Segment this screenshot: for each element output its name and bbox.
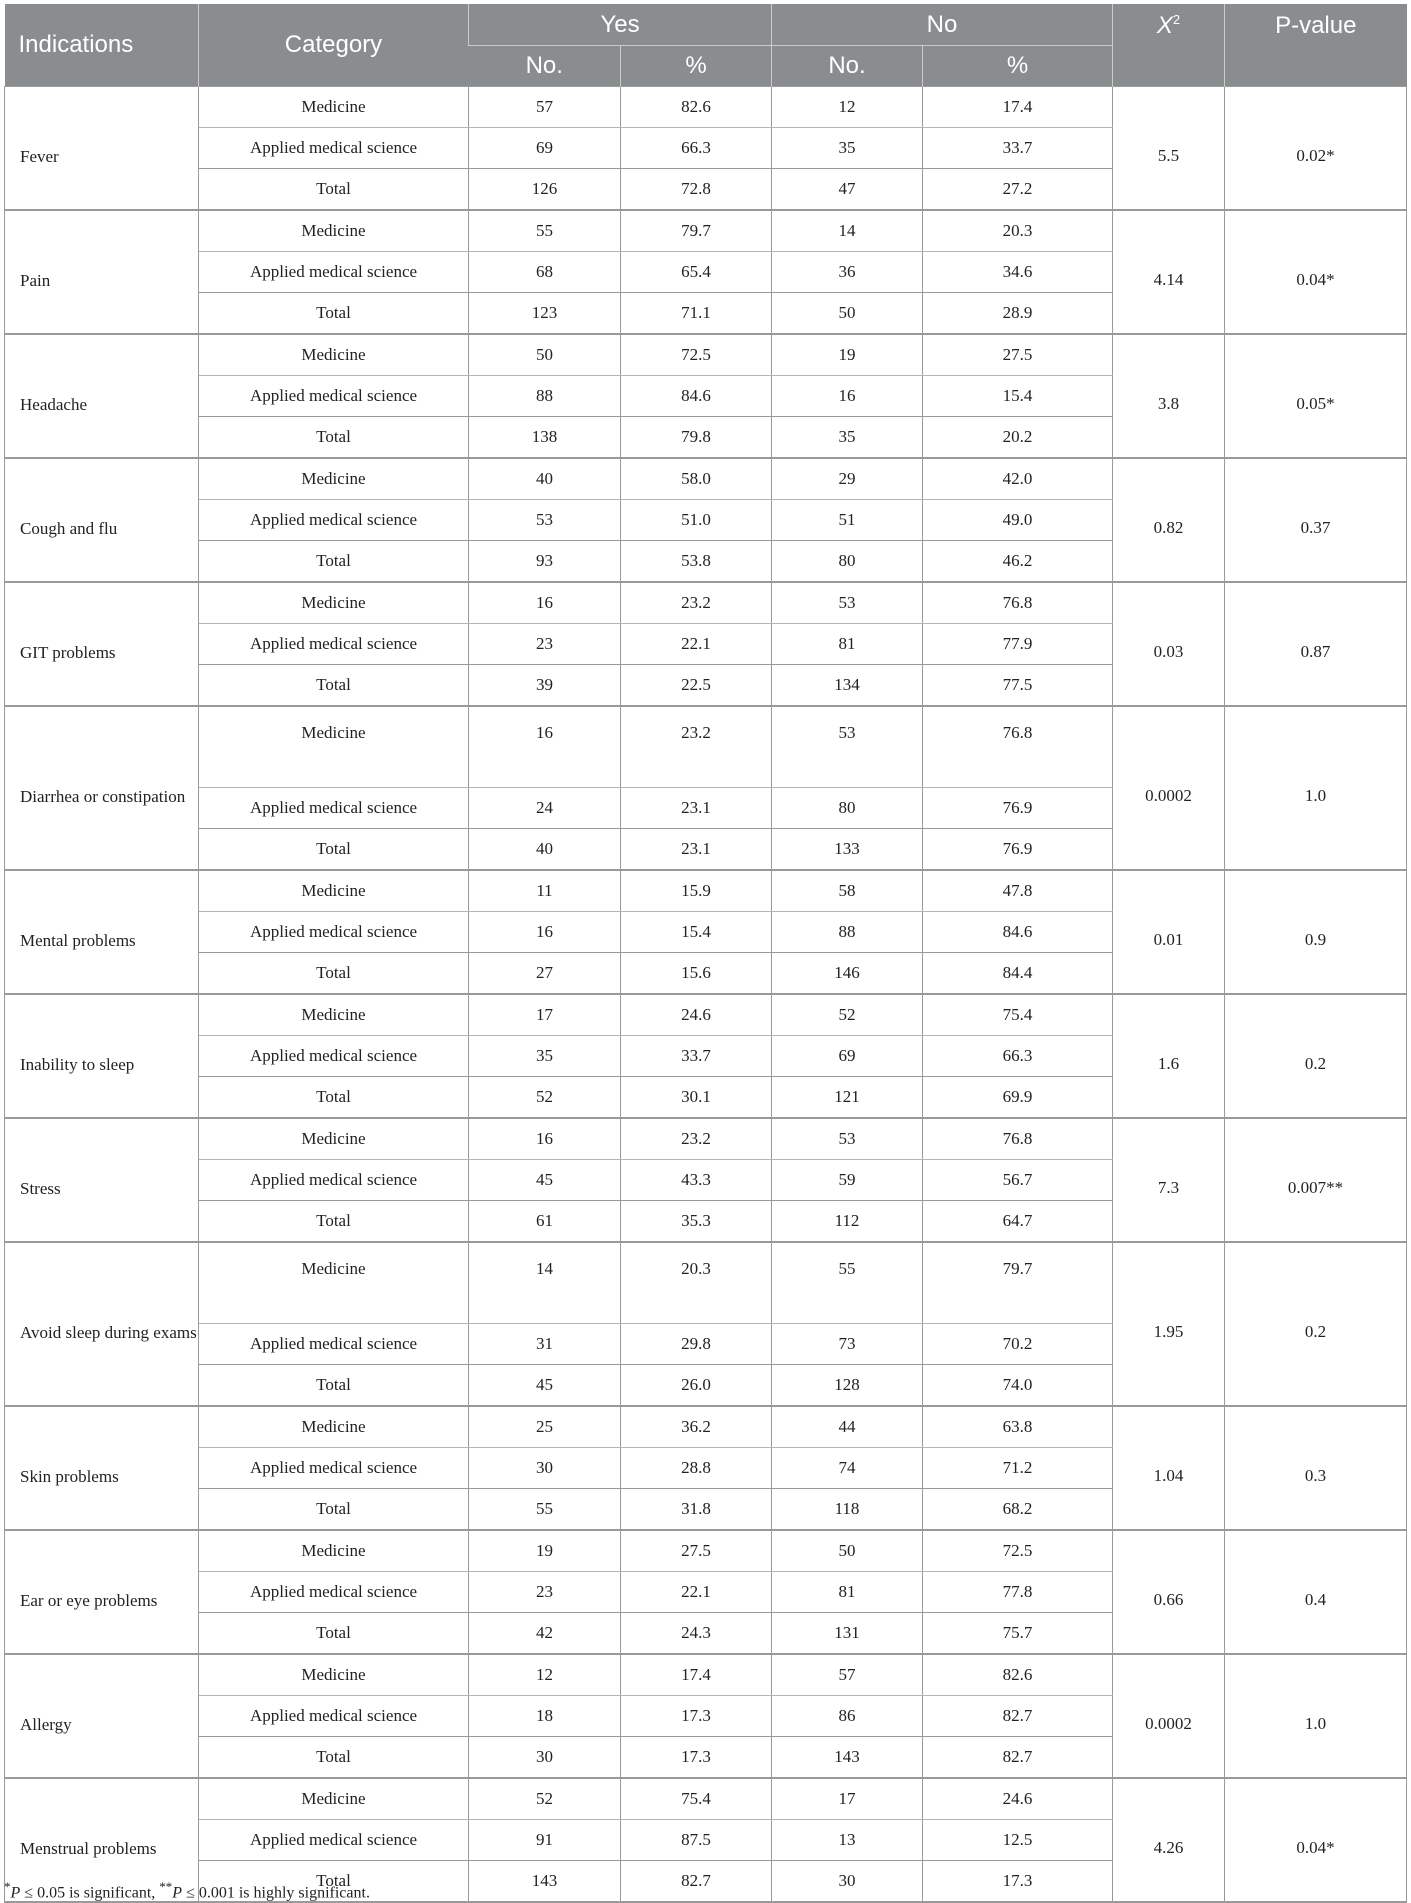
yes-pct-cell: 23.2 xyxy=(621,582,772,624)
category-cell: Applied medical science xyxy=(199,1036,469,1077)
footnote-star-2: ** xyxy=(159,1879,173,1894)
category-cell: Applied medical science xyxy=(199,1572,469,1613)
no-pct-cell: 42.0 xyxy=(923,458,1113,500)
yes-pct-cell: 22.5 xyxy=(621,665,772,707)
no-no-cell: 19 xyxy=(772,334,923,376)
chi-square-cell: 1.04 xyxy=(1113,1406,1225,1530)
category-cell: Medicine xyxy=(199,87,469,128)
no-no-cell: 81 xyxy=(772,624,923,665)
category-cell: Medicine xyxy=(199,1654,469,1696)
chi-square-cell: 0.66 xyxy=(1113,1530,1225,1654)
indication-cell: Stress xyxy=(5,1118,199,1242)
category-cell: Medicine xyxy=(199,1242,469,1324)
table-row xyxy=(5,458,1407,500)
no-no-cell: 143 xyxy=(772,1737,923,1779)
indication-cell: Pain xyxy=(5,210,199,334)
yes-no-cell: 18 xyxy=(469,1696,621,1737)
yes-no-cell: 24 xyxy=(469,788,621,829)
no-pct-cell: 76.9 xyxy=(923,788,1113,829)
no-no-cell: 59 xyxy=(772,1160,923,1201)
table-row xyxy=(5,1118,1407,1160)
yes-pct-cell: 75.4 xyxy=(621,1778,772,1820)
no-pct-cell: 77.9 xyxy=(923,624,1113,665)
footnote-p-2: P xyxy=(172,1884,183,1902)
yes-no-cell: 39 xyxy=(469,665,621,707)
category-cell: Medicine xyxy=(199,334,469,376)
no-pct-cell: 75.4 xyxy=(923,994,1113,1036)
yes-no-cell: 40 xyxy=(469,458,621,500)
no-no-cell: 80 xyxy=(772,541,923,583)
pvalue-cell: 0.02* xyxy=(1225,87,1407,211)
indications-table xyxy=(4,4,1407,1903)
indication-cell: Diarrhea or constipation xyxy=(5,706,199,870)
table-row xyxy=(5,582,1407,624)
no-pct-cell: 82.6 xyxy=(923,1654,1113,1696)
indication-cell: Headache xyxy=(5,334,199,458)
table-row xyxy=(5,1242,1407,1324)
chi-square-cell: 5.5 xyxy=(1113,87,1225,211)
yes-no-cell: 40 xyxy=(469,829,621,871)
category-cell: Applied medical science xyxy=(199,1324,469,1365)
header-yes: Yes xyxy=(469,4,772,46)
no-pct-cell: 15.4 xyxy=(923,376,1113,417)
yes-no-cell: 143 xyxy=(469,1861,621,1903)
yes-no-cell: 31 xyxy=(469,1324,621,1365)
no-pct-cell: 24.6 xyxy=(923,1778,1113,1820)
yes-no-cell: 68 xyxy=(469,252,621,293)
no-pct-cell: 17.4 xyxy=(923,87,1113,128)
chi-square-cell: 1.6 xyxy=(1113,994,1225,1118)
table-row xyxy=(5,1406,1407,1448)
no-no-cell: 131 xyxy=(772,1613,923,1655)
pvalue-cell: 0.2 xyxy=(1225,994,1407,1118)
no-pct-cell: 71.2 xyxy=(923,1448,1113,1489)
indication-cell: Mental problems xyxy=(5,870,199,994)
chi-square-cell: 0.82 xyxy=(1113,458,1225,582)
yes-no-cell: 123 xyxy=(469,293,621,335)
no-no-cell: 12 xyxy=(772,87,923,128)
yes-no-cell: 57 xyxy=(469,87,621,128)
yes-no-cell: 42 xyxy=(469,1613,621,1655)
yes-no-cell: 91 xyxy=(469,1820,621,1861)
yes-pct-cell: 28.8 xyxy=(621,1448,772,1489)
category-cell: Medicine xyxy=(199,1778,469,1820)
no-pct-cell: 20.2 xyxy=(923,417,1113,459)
no-no-cell: 86 xyxy=(772,1696,923,1737)
yes-no-cell: 30 xyxy=(469,1737,621,1779)
pvalue-cell: 0.05* xyxy=(1225,334,1407,458)
yes-pct-cell: 82.6 xyxy=(621,87,772,128)
category-cell: Total xyxy=(199,417,469,459)
indication-cell: Ear or eye problems xyxy=(5,1530,199,1654)
yes-no-cell: 11 xyxy=(469,870,621,912)
no-pct-cell: 69.9 xyxy=(923,1077,1113,1119)
yes-pct-cell: 33.7 xyxy=(621,1036,772,1077)
no-no-cell: 52 xyxy=(772,994,923,1036)
no-no-cell: 81 xyxy=(772,1572,923,1613)
header-no-count: No. xyxy=(772,46,923,87)
no-no-cell: 51 xyxy=(772,500,923,541)
no-pct-cell: 77.8 xyxy=(923,1572,1113,1613)
yes-no-cell: 23 xyxy=(469,624,621,665)
chi-square-cell: 4.26 xyxy=(1113,1778,1225,1902)
category-cell: Applied medical science xyxy=(199,252,469,293)
no-no-cell: 128 xyxy=(772,1365,923,1407)
category-cell: Medicine xyxy=(199,582,469,624)
no-no-cell: 53 xyxy=(772,582,923,624)
no-no-cell: 69 xyxy=(772,1036,923,1077)
chi-superscript: 2 xyxy=(1172,12,1181,27)
header-yes-percent: % xyxy=(621,46,772,87)
yes-pct-cell: 79.8 xyxy=(621,417,772,459)
category-cell: Total xyxy=(199,1201,469,1243)
yes-no-cell: 53 xyxy=(469,500,621,541)
no-no-cell: 17 xyxy=(772,1778,923,1820)
table-row xyxy=(5,994,1407,1036)
category-cell: Total xyxy=(199,665,469,707)
no-pct-cell: 76.8 xyxy=(923,706,1113,788)
pvalue-cell: 0.4 xyxy=(1225,1530,1407,1654)
footnote-text-1: ≤ 0.05 is significant, xyxy=(20,1884,160,1902)
pvalue-cell: 0.04* xyxy=(1225,210,1407,334)
yes-no-cell: 16 xyxy=(469,912,621,953)
no-pct-cell: 72.5 xyxy=(923,1530,1113,1572)
category-cell: Applied medical science xyxy=(199,500,469,541)
no-pct-cell: 17.3 xyxy=(923,1861,1113,1903)
footnote xyxy=(4,1879,370,1902)
no-no-cell: 73 xyxy=(772,1324,923,1365)
category-cell: Applied medical science xyxy=(199,128,469,169)
yes-no-cell: 23 xyxy=(469,1572,621,1613)
no-no-cell: 133 xyxy=(772,829,923,871)
chi-square-cell: 1.95 xyxy=(1113,1242,1225,1406)
yes-pct-cell: 43.3 xyxy=(621,1160,772,1201)
no-pct-cell: 70.2 xyxy=(923,1324,1113,1365)
pvalue-cell: 0.9 xyxy=(1225,870,1407,994)
no-pct-cell: 28.9 xyxy=(923,293,1113,335)
no-pct-cell: 20.3 xyxy=(923,210,1113,252)
no-pct-cell: 74.0 xyxy=(923,1365,1113,1407)
no-pct-cell: 76.8 xyxy=(923,582,1113,624)
yes-pct-cell: 23.1 xyxy=(621,788,772,829)
no-pct-cell: 46.2 xyxy=(923,541,1113,583)
yes-pct-cell: 71.1 xyxy=(621,293,772,335)
no-no-cell: 30 xyxy=(772,1861,923,1903)
table-row xyxy=(5,1654,1407,1696)
category-cell: Total xyxy=(199,1489,469,1531)
yes-no-cell: 52 xyxy=(469,1077,621,1119)
category-cell: Applied medical science xyxy=(199,788,469,829)
header-category: Category xyxy=(199,4,469,87)
category-cell: Total xyxy=(199,293,469,335)
no-pct-cell: 34.6 xyxy=(923,252,1113,293)
yes-pct-cell: 84.6 xyxy=(621,376,772,417)
no-no-cell: 36 xyxy=(772,252,923,293)
no-no-cell: 44 xyxy=(772,1406,923,1448)
no-pct-cell: 33.7 xyxy=(923,128,1113,169)
no-pct-cell: 82.7 xyxy=(923,1737,1113,1779)
category-cell: Medicine xyxy=(199,1530,469,1572)
no-pct-cell: 63.8 xyxy=(923,1406,1113,1448)
header-yes-count: No. xyxy=(469,46,621,87)
no-no-cell: 47 xyxy=(772,169,923,211)
header-chi-square xyxy=(1113,4,1225,87)
no-no-cell: 121 xyxy=(772,1077,923,1119)
pvalue-cell: 0.37 xyxy=(1225,458,1407,582)
yes-no-cell: 88 xyxy=(469,376,621,417)
no-pct-cell: 77.5 xyxy=(923,665,1113,707)
category-cell: Applied medical science xyxy=(199,1448,469,1489)
footnote-text-2: ≤ 0.001 is highly significant. xyxy=(182,1884,370,1902)
yes-no-cell: 69 xyxy=(469,128,621,169)
yes-pct-cell: 17.3 xyxy=(621,1737,772,1779)
yes-no-cell: 55 xyxy=(469,1489,621,1531)
category-cell: Medicine xyxy=(199,458,469,500)
yes-pct-cell: 17.3 xyxy=(621,1696,772,1737)
table-row xyxy=(5,210,1407,252)
chi-square-cell: 0.01 xyxy=(1113,870,1225,994)
no-pct-cell: 75.7 xyxy=(923,1613,1113,1655)
yes-no-cell: 50 xyxy=(469,334,621,376)
category-cell: Medicine xyxy=(199,870,469,912)
category-cell: Total xyxy=(199,1077,469,1119)
yes-no-cell: 52 xyxy=(469,1778,621,1820)
yes-pct-cell: 79.7 xyxy=(621,210,772,252)
yes-pct-cell: 30.1 xyxy=(621,1077,772,1119)
no-pct-cell: 84.4 xyxy=(923,953,1113,995)
chi-square-cell: 4.14 xyxy=(1113,210,1225,334)
no-pct-cell: 68.2 xyxy=(923,1489,1113,1531)
category-cell: Medicine xyxy=(199,1406,469,1448)
category-cell: Medicine xyxy=(199,994,469,1036)
no-pct-cell: 27.5 xyxy=(923,334,1113,376)
yes-pct-cell: 23.2 xyxy=(621,706,772,788)
yes-pct-cell: 17.4 xyxy=(621,1654,772,1696)
no-no-cell: 55 xyxy=(772,1242,923,1324)
yes-no-cell: 45 xyxy=(469,1160,621,1201)
chi-square-cell: 0.03 xyxy=(1113,582,1225,706)
no-no-cell: 57 xyxy=(772,1654,923,1696)
no-pct-cell: 56.7 xyxy=(923,1160,1113,1201)
indication-cell: Avoid sleep during exams xyxy=(5,1242,199,1406)
table-row xyxy=(5,870,1407,912)
yes-no-cell: 16 xyxy=(469,1118,621,1160)
table-row xyxy=(5,1530,1407,1572)
table-row xyxy=(5,1778,1407,1820)
yes-no-cell: 61 xyxy=(469,1201,621,1243)
no-no-cell: 118 xyxy=(772,1489,923,1531)
yes-no-cell: 30 xyxy=(469,1448,621,1489)
yes-no-cell: 12 xyxy=(469,1654,621,1696)
indication-cell: Skin problems xyxy=(5,1406,199,1530)
no-pct-cell: 47.8 xyxy=(923,870,1113,912)
yes-pct-cell: 36.2 xyxy=(621,1406,772,1448)
no-pct-cell: 27.2 xyxy=(923,169,1113,211)
no-pct-cell: 84.6 xyxy=(923,912,1113,953)
no-pct-cell: 82.7 xyxy=(923,1696,1113,1737)
yes-pct-cell: 31.8 xyxy=(621,1489,772,1531)
yes-pct-cell: 15.6 xyxy=(621,953,772,995)
no-pct-cell: 76.8 xyxy=(923,1118,1113,1160)
category-cell: Applied medical science xyxy=(199,1160,469,1201)
yes-pct-cell: 82.7 xyxy=(621,1861,772,1903)
no-no-cell: 88 xyxy=(772,912,923,953)
yes-pct-cell: 51.0 xyxy=(621,500,772,541)
category-cell: Medicine xyxy=(199,706,469,788)
category-cell: Medicine xyxy=(199,210,469,252)
yes-no-cell: 14 xyxy=(469,1242,621,1324)
yes-pct-cell: 22.1 xyxy=(621,1572,772,1613)
no-pct-cell: 79.7 xyxy=(923,1242,1113,1324)
yes-pct-cell: 23.2 xyxy=(621,1118,772,1160)
header-pvalue: P-value xyxy=(1225,4,1407,87)
yes-pct-cell: 58.0 xyxy=(621,458,772,500)
category-cell: Total xyxy=(199,829,469,871)
yes-no-cell: 55 xyxy=(469,210,621,252)
indication-cell: Allergy xyxy=(5,1654,199,1778)
yes-no-cell: 19 xyxy=(469,1530,621,1572)
yes-pct-cell: 87.5 xyxy=(621,1820,772,1861)
header-no: No xyxy=(772,4,1113,46)
no-no-cell: 16 xyxy=(772,376,923,417)
no-no-cell: 112 xyxy=(772,1201,923,1243)
category-cell: Total xyxy=(199,1365,469,1407)
no-no-cell: 53 xyxy=(772,1118,923,1160)
yes-pct-cell: 15.4 xyxy=(621,912,772,953)
table-row xyxy=(5,87,1407,128)
indication-cell: Inability to sleep xyxy=(5,994,199,1118)
pvalue-cell: 1.0 xyxy=(1225,706,1407,870)
chi-symbol: X xyxy=(1156,12,1173,39)
chi-square-cell: 3.8 xyxy=(1113,334,1225,458)
pvalue-cell: 0.007** xyxy=(1225,1118,1407,1242)
yes-pct-cell: 72.8 xyxy=(621,169,772,211)
indication-cell: Cough and flu xyxy=(5,458,199,582)
yes-pct-cell: 72.5 xyxy=(621,334,772,376)
yes-pct-cell: 24.3 xyxy=(621,1613,772,1655)
category-cell: Applied medical science xyxy=(199,1820,469,1861)
yes-pct-cell: 35.3 xyxy=(621,1201,772,1243)
table-row xyxy=(5,706,1407,788)
yes-pct-cell: 66.3 xyxy=(621,128,772,169)
category-cell: Total xyxy=(199,541,469,583)
footnote-star-1: * xyxy=(4,1879,11,1894)
no-no-cell: 35 xyxy=(772,417,923,459)
no-pct-cell: 12.5 xyxy=(923,1820,1113,1861)
yes-no-cell: 17 xyxy=(469,994,621,1036)
yes-pct-cell: 26.0 xyxy=(621,1365,772,1407)
chi-square-cell: 0.0002 xyxy=(1113,1654,1225,1778)
yes-no-cell: 27 xyxy=(469,953,621,995)
no-pct-cell: 66.3 xyxy=(923,1036,1113,1077)
yes-no-cell: 25 xyxy=(469,1406,621,1448)
category-cell: Total xyxy=(199,1737,469,1779)
indication-cell: Menstrual problems xyxy=(5,1778,199,1902)
no-no-cell: 35 xyxy=(772,128,923,169)
category-cell: Medicine xyxy=(199,1118,469,1160)
table-row xyxy=(5,334,1407,376)
no-pct-cell: 76.9 xyxy=(923,829,1113,871)
table-header xyxy=(5,4,1407,87)
chi-square-cell: 0.0002 xyxy=(1113,706,1225,870)
header-no-percent: % xyxy=(923,46,1113,87)
category-cell: Total xyxy=(199,1613,469,1655)
yes-pct-cell: 65.4 xyxy=(621,252,772,293)
no-no-cell: 80 xyxy=(772,788,923,829)
indication-cell: GIT problems xyxy=(5,582,199,706)
yes-pct-cell: 23.1 xyxy=(621,829,772,871)
category-cell: Total xyxy=(199,1861,469,1903)
no-no-cell: 14 xyxy=(772,210,923,252)
no-no-cell: 50 xyxy=(772,293,923,335)
category-cell: Applied medical science xyxy=(199,912,469,953)
no-no-cell: 53 xyxy=(772,706,923,788)
no-no-cell: 146 xyxy=(772,953,923,995)
category-cell: Total xyxy=(199,953,469,995)
yes-no-cell: 126 xyxy=(469,169,621,211)
yes-no-cell: 16 xyxy=(469,582,621,624)
no-no-cell: 29 xyxy=(772,458,923,500)
yes-pct-cell: 22.1 xyxy=(621,624,772,665)
pvalue-cell: 1.0 xyxy=(1225,1654,1407,1778)
table-body xyxy=(5,87,1407,1903)
header-indications: Indications xyxy=(5,4,199,87)
yes-pct-cell: 29.8 xyxy=(621,1324,772,1365)
no-pct-cell: 64.7 xyxy=(923,1201,1113,1243)
no-no-cell: 13 xyxy=(772,1820,923,1861)
table-container xyxy=(4,4,1406,1903)
yes-pct-cell: 20.3 xyxy=(621,1242,772,1324)
yes-no-cell: 45 xyxy=(469,1365,621,1407)
yes-pct-cell: 27.5 xyxy=(621,1530,772,1572)
yes-pct-cell: 53.8 xyxy=(621,541,772,583)
chi-square-cell: 7.3 xyxy=(1113,1118,1225,1242)
category-cell: Applied medical science xyxy=(199,624,469,665)
pvalue-cell: 0.04* xyxy=(1225,1778,1407,1902)
indication-cell: Fever xyxy=(5,87,199,211)
no-no-cell: 134 xyxy=(772,665,923,707)
yes-pct-cell: 15.9 xyxy=(621,870,772,912)
pvalue-cell: 0.87 xyxy=(1225,582,1407,706)
pvalue-cell: 0.3 xyxy=(1225,1406,1407,1530)
yes-no-cell: 16 xyxy=(469,706,621,788)
yes-pct-cell: 24.6 xyxy=(621,994,772,1036)
category-cell: Applied medical science xyxy=(199,1696,469,1737)
no-pct-cell: 49.0 xyxy=(923,500,1113,541)
yes-no-cell: 138 xyxy=(469,417,621,459)
no-no-cell: 50 xyxy=(772,1530,923,1572)
yes-no-cell: 35 xyxy=(469,1036,621,1077)
category-cell: Total xyxy=(199,169,469,211)
category-cell: Applied medical science xyxy=(199,376,469,417)
footnote-p-1: P xyxy=(10,1884,21,1902)
no-no-cell: 74 xyxy=(772,1448,923,1489)
yes-no-cell: 93 xyxy=(469,541,621,583)
pvalue-cell: 0.2 xyxy=(1225,1242,1407,1406)
no-no-cell: 58 xyxy=(772,870,923,912)
